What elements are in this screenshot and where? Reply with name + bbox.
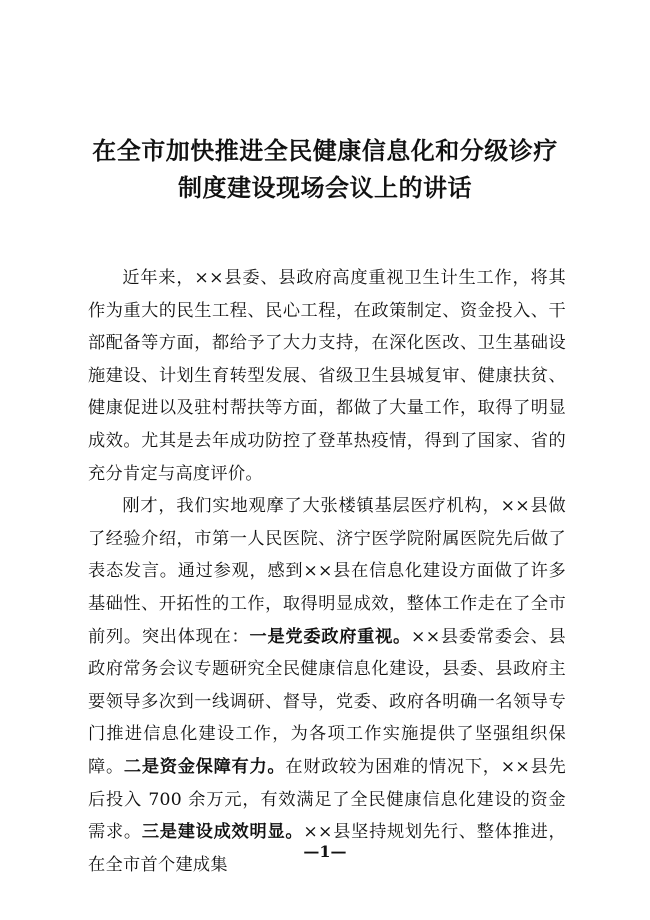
paragraph-2-text-2: ××县委常委会、县政府常务会议专题研究全民健康信息化建设，县委、县政府主要领导多次到一线调研、督导，党委、政府各明确一名领导专门推进信息化建设工作，为各项工作实施提供了坚强组织保障。 [88, 626, 567, 777]
paragraph-2-text-1: 刚才，我们实地观摩了大张楼镇基层医疗机构，××县做了经验介绍，市第一人民医院、济宁医学院附属医院先后做了表态发言。通过参观，感到××县在信息化建设方面做了许多基础性、开拓性的工作，取得明显成效，整体工作走在了全市前列。突出体现在： [88, 496, 566, 647]
key-point-2: 二是资金保障有力。 [123, 756, 286, 777]
key-point-1: 一是党委政府重视。 [249, 626, 411, 647]
paragraph-2 [88, 490, 566, 881]
paragraph-1: 近年来，××县委、县政府高度重视卫生计生工作，将其作为重大的民生工程、民心工程，在政策制定、资金投入、干部配备等方面，都给予了大力支持，在深化医改、卫生基础设施建设、计划生育转型发展、省级卫生县城复审、健康扶贫、健康促进以及驻村帮扶等方面，都做了大量工作，取得了明显成效。尤其是去年成功防控了登革热疫情，得到了国家、省的充分肯定与高度评价。 [88, 268, 566, 484]
document-body [88, 262, 566, 881]
title-line-1: 在全市加快推进全民健康信息化和分级诊疗 [92, 137, 558, 165]
key-point-3: 三是建设成效明显。 [141, 822, 304, 843]
page-number: —1— [303, 842, 347, 861]
title-line-2: 制度建设现场会议上的讲话 [178, 174, 472, 202]
paragraph-2-text-4: ××县坚持规划先行、整体推进，在全市首个建成集 [88, 822, 567, 875]
paragraph-2-text-3: 在财政较为困难的情况下，××县先后投入 700 余万元，有效满足了全民健康信息化建设的资金需求。 [88, 756, 566, 843]
document-title [60, 133, 590, 207]
